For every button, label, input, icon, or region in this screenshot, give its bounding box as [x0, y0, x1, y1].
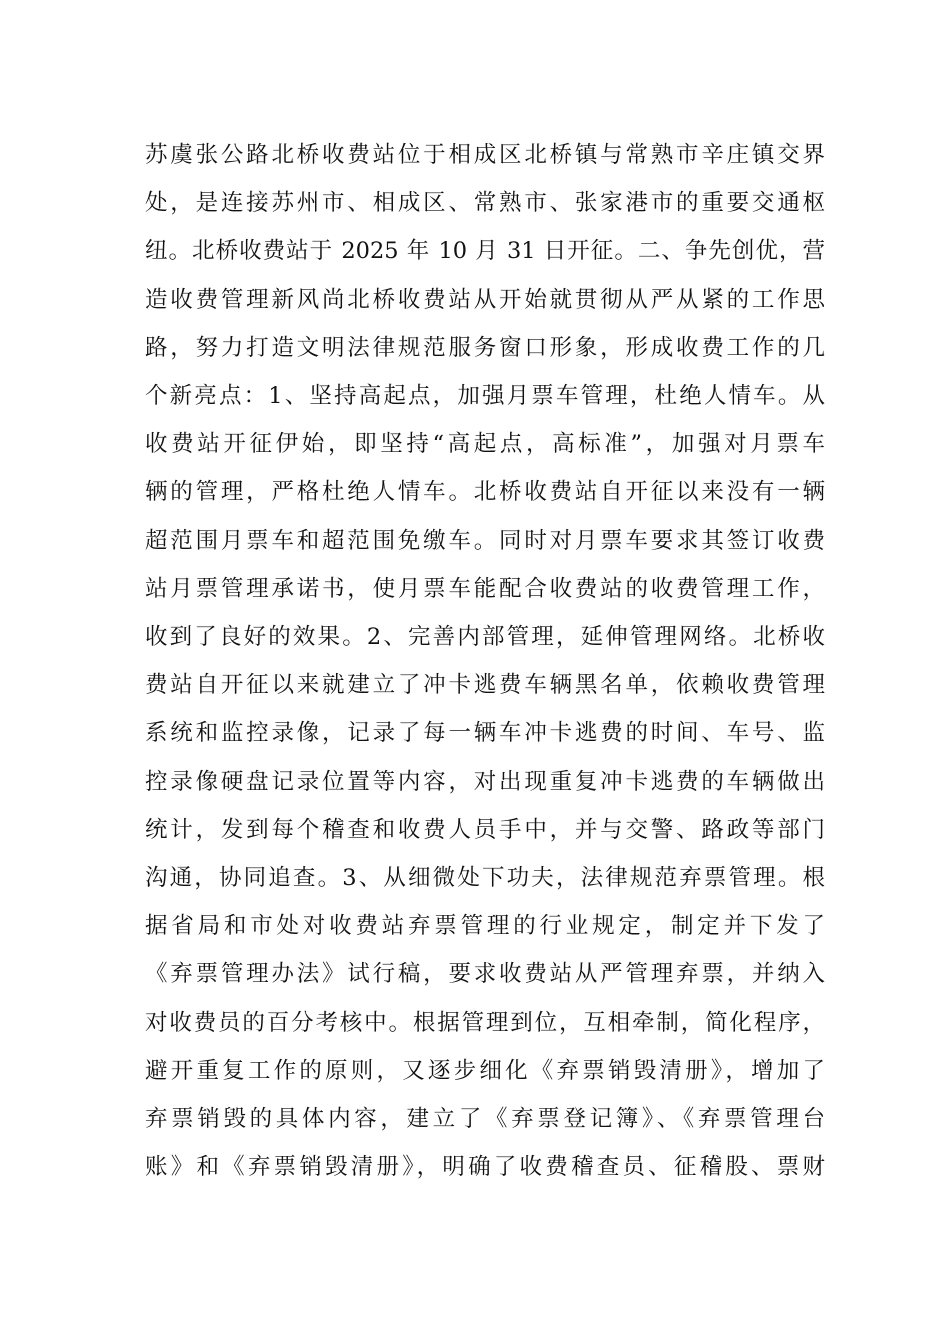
text-line: 苏虞张公路北桥收费站位于相成区北桥镇与常熟市辛庄镇交界: [145, 142, 825, 168]
text-line: 超范围月票车和超范围免缴车。同时对月票车要求其签订收费: [145, 527, 825, 554]
text-line: 收费站开征伊始，即坚持“高起点，高标准”，加强对月票车: [145, 431, 825, 458]
text-line: 统计，发到每个稽查和收费人员手中，并与交警、路政等部门: [145, 816, 825, 843]
text-line: 路，努力打造文明法律规范服务窗口形象，形成收费工作的几: [145, 334, 825, 361]
text-line: 避开重复工作的原则，又逐步细化《弃票销毁清册》，增加了: [145, 1057, 825, 1084]
text-line: 《弃票管理办法》试行稿，要求收费站从严管理弃票，并纳入: [145, 961, 825, 988]
body-paragraph: [145, 131, 825, 1191]
text-line: 辆的管理，严格杜绝人情车。北桥收费站自开征以来没有一辆: [145, 479, 825, 506]
text-line: 收到了良好的效果。2、完善内部管理，延伸管理网络。北桥收: [145, 624, 825, 651]
text-line: 据省局和市处对收费站弃票管理的行业规定，制定并下发了: [145, 913, 825, 940]
text-line: 处，是连接苏州市、相成区、常熟市、张家港市的重要交通枢: [145, 190, 825, 217]
text-line: 站月票管理承诺书，使月票车能配合收费站的收费管理工作，: [145, 575, 825, 602]
text-line: 费站自开征以来就建立了冲卡逃费车辆黑名单，依赖收费管理: [145, 672, 825, 699]
text-line: 个新亮点：1、坚持高起点，加强月票车管理，杜绝人情车。从: [145, 383, 825, 410]
text-line: 沟通，协同追查。3、从细微处下功夫，法律规范弃票管理。根: [145, 865, 825, 892]
text-line: 对收费员的百分考核中。根据管理到位，互相牵制，简化程序，: [145, 1009, 825, 1036]
text-line: 造收费管理新风尚北桥收费站从开始就贯彻从严从紧的工作思: [145, 286, 825, 313]
text-line: 系统和监控录像，记录了每一辆车冲卡逃费的时间、车号、监: [145, 720, 825, 747]
text-line: 控录像硬盘记录位置等内容，对出现重复冲卡逃费的车辆做出: [145, 768, 825, 795]
text-line: 弃票销毁的具体内容，建立了《弃票登记簿》、《弃票管理台: [145, 1106, 825, 1133]
text-line: 账》和《弃票销毁清册》，明确了收费稽查员、征稽股、票财: [145, 1154, 825, 1181]
text-line: 纽。北桥收费站于 2025 年 10 月 31 日开征。二、争先创优，营: [145, 238, 825, 265]
